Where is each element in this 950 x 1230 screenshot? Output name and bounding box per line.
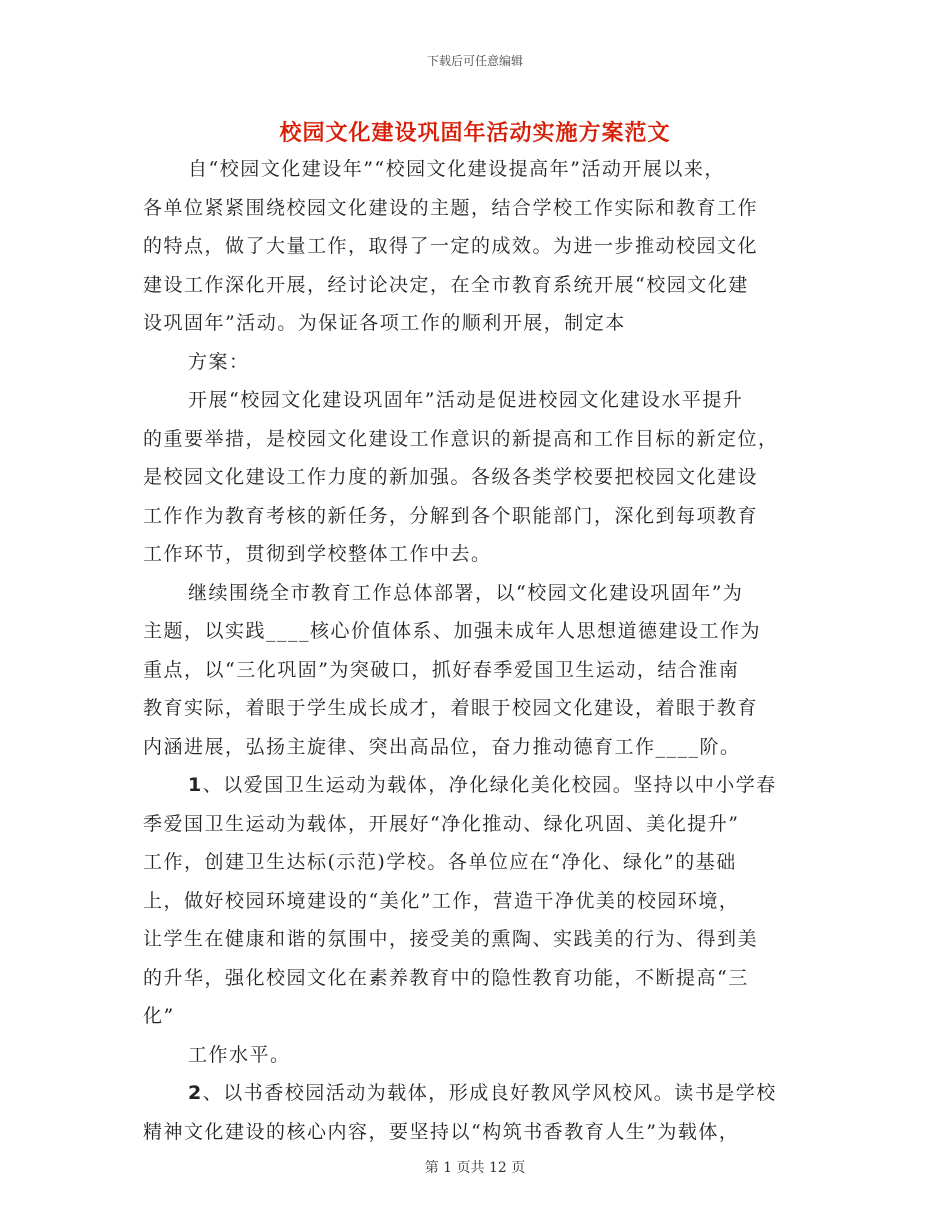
item-number: 1	[188, 774, 203, 796]
line-text: 各单位紧紧围绕校园文化建设的主题，结合学校工作实际和教育工作	[143, 196, 759, 219]
line-text: 自“校园文化建设年”“校园文化建设提高年”活动开展以来，	[188, 158, 725, 180]
text-line	[143, 1036, 808, 1075]
line-text: 、以书香校园活动为载体，形成良好教风学风校风。读书是学校	[202, 1082, 777, 1104]
text-line	[143, 574, 808, 613]
line-text: 设巩固年”活动。为保证各项工作的顺利开展，制定本	[143, 312, 626, 334]
document-title: 校园文化建设巩固年活动实施方案范文	[279, 120, 671, 146]
text-line	[143, 882, 808, 921]
text-line	[143, 651, 808, 690]
line-text: 工作水平。	[188, 1043, 291, 1066]
text-line	[143, 689, 808, 728]
text-line	[143, 612, 808, 651]
line-text: 让学生在健康和谐的氛围中，接受美的熏陶、实践美的行为、得到美	[143, 928, 759, 950]
text-line	[143, 920, 808, 959]
text-line	[143, 728, 808, 767]
line-text: 重点，以“三化巩固”为突破口，抓好春季爱国卫生运动，结合淮南	[143, 658, 740, 681]
line-text: 是校园文化建设工作力度的新加强。各级各类学校要把校园文化建设	[143, 466, 759, 488]
text-line	[143, 458, 808, 497]
text-line	[143, 805, 808, 844]
line-text: 工作环节，贯彻到学校整体工作中去。	[143, 543, 492, 565]
line-text: 建设工作深化开展，经讨论决定，在全市教育系统开展“校园文化建	[143, 273, 749, 296]
text-line	[143, 227, 808, 266]
line-text: 精神文化建设的核心内容，要坚持以“构筑书香教育人生”为载体，	[143, 1120, 740, 1143]
text-line	[143, 420, 808, 459]
line-text: 的特点，做了大量工作，取得了一定的成效。为进一步推动校园文化	[143, 235, 759, 257]
text-line	[143, 766, 808, 805]
line-text: 工作，创建卫生达标(示范)学校。各单位应在“净化、绿化”的基础	[143, 851, 737, 873]
text-line	[143, 266, 808, 305]
line-text: 的重要举措，是校园文化建设工作意识的新提高和工作目标的新定位，	[143, 427, 779, 450]
text-line	[143, 304, 808, 343]
page-footer: 第 1 页共 12 页	[424, 1160, 526, 1176]
text-line	[143, 1074, 808, 1113]
document-body	[143, 150, 808, 1151]
line-text: 主题，以实践____核心价值体系、加强未成年人思想道德建设工作为	[143, 620, 762, 642]
text-line	[143, 150, 808, 189]
line-text: 内涵进展，弘扬主旋律、突出高品位，奋力推动德育工作____阶。	[143, 735, 741, 758]
line-text: 季爱国卫生运动为载体，开展好“净化推动、绿化巩固、美化提升”	[143, 812, 740, 835]
text-line	[143, 843, 808, 882]
page-header: 下载后可任意编辑	[426, 54, 523, 68]
line-text: 工作作为教育考核的新任务，分解到各个职能部门，深化到每项教育	[143, 504, 759, 527]
text-line	[143, 959, 808, 998]
line-text: 继续围绕全市教育工作总体部署，以“校园文化建设巩固年”为	[188, 581, 744, 604]
text-line	[143, 997, 808, 1036]
line-text: 教育实际，着眼于学生成长成才，着眼于校园文化建设，着眼于教育	[143, 697, 759, 719]
text-line	[143, 189, 808, 228]
text-line	[143, 535, 808, 574]
text-line	[143, 343, 808, 382]
item-number: 2	[188, 1082, 203, 1104]
line-text: 开展“校园文化建设巩固年”活动是促进校园文化建设水平提升	[188, 389, 744, 411]
line-text: 的升华，强化校园文化在素养教育中的隐性教育功能，不断提高“三	[143, 966, 749, 989]
line-text: 、以爱国卫生运动为载体，净化绿化美化校园。坚持以中小学春	[202, 774, 777, 796]
line-text: 上，做好校园环境建设的“美化”工作，营造干净优美的校园环境，	[143, 889, 740, 912]
text-line	[143, 1113, 808, 1152]
line-text: 方案：	[188, 350, 250, 373]
line-text: 化”	[143, 1005, 175, 1027]
text-line	[143, 497, 808, 536]
text-line	[143, 381, 808, 420]
